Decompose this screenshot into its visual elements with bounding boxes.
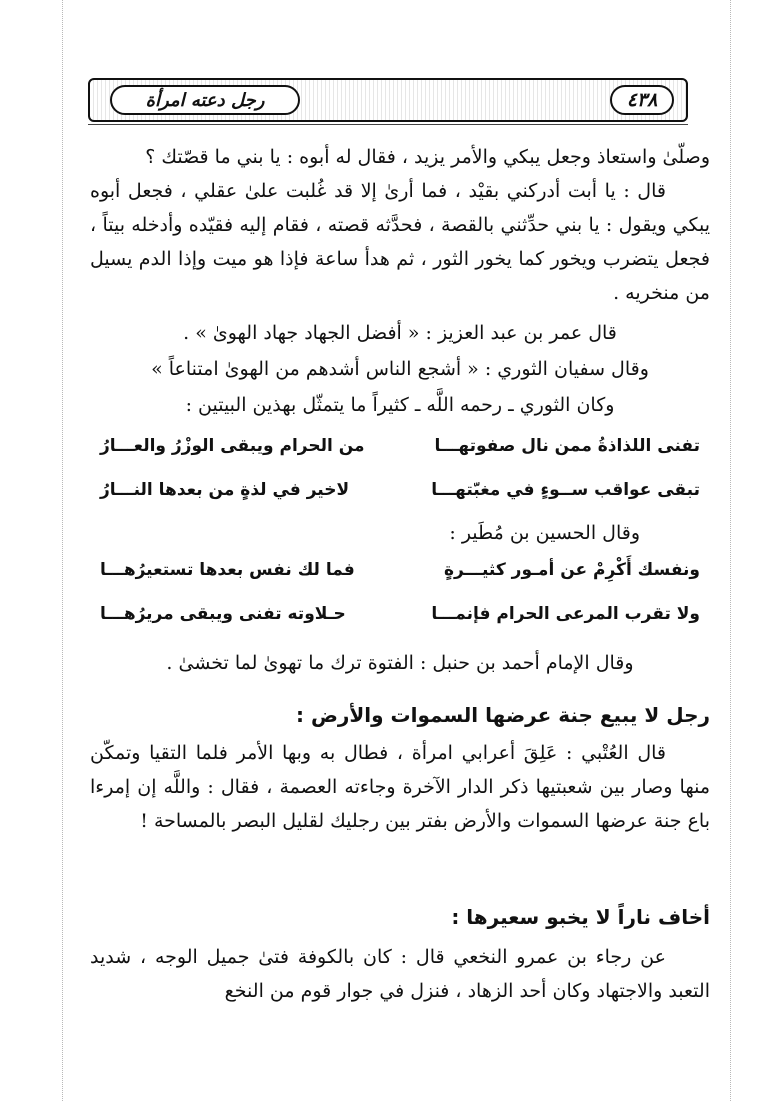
page-header xyxy=(88,78,688,122)
paragraph-9: عن رجاء بن عمرو النخعي قال : كان بالكوفة فتىٰ جميل الوجه ، شديد التعبد والاجتهاد وكان أحد الزهاد ، فنزل في جوار قوم من النخع xyxy=(90,946,710,1002)
page-border-dots-right xyxy=(730,0,731,1101)
verse-1-first-hemistich: تفنى اللذاذةُ ممن نال صفوتهـــا xyxy=(434,436,700,456)
paragraph-4: وقال سفيان الثوري : « أشجع الناس أشدهم من الهوىٰ امتناعاً » xyxy=(151,358,649,380)
verse-4-second-hemistich: حـلاوته تفنى ويبقى مريرُهـــا xyxy=(100,604,346,624)
verse-3-second-hemistich: فما لك نفس بعدها تستعيرُهـــا xyxy=(100,560,355,580)
header-rule xyxy=(88,124,688,125)
paragraph-8: قال العُتْبي : عَلِقَ أعرابي امرأة ، فطال به وبها الأمر فلما التقيا وتمكّن منها وصار بين شعبتيها ذكر الدار الآخرة وجاءته العصمة ، فقال : واللَّه إن إمرءا باع جنة عرضها السموات والأرض بفتر بين رجليك لقليل البصر بالمساحة ! xyxy=(90,742,710,832)
verse-1 xyxy=(100,430,700,466)
paragraph-1: وصلّىٰ واستعاذ وجعل يبكي والأمر يزيد ، فقال له أبوه : يا بني ما قصّتك ؟ xyxy=(145,146,710,168)
verse-3 xyxy=(100,554,700,590)
paragraph-2: قال : يا أبت أدركني بقيْد ، فما أرىٰ إلا قد غُلبت علىٰ عقلي ، فجعل أبوه يبكي ويقول : يا بني حدِّثني بالقصة ، فحدَّثه قصته ، فقام إليه فقيّده وأدخله بيتاً ، فجعل يتضرب ويخور كما يخور الثور ، ثم هدأ ساعة فإذا هو ميت وإذا الدم يسيل من منخريه . xyxy=(90,180,710,304)
verse-2-second-hemistich: لاخير في لذةٍ من بعدها النـــارُ xyxy=(100,480,350,500)
verse-3-first-hemistich: ونفسك أَكْرِمْ عن أمـور كثيـــرةٍ xyxy=(443,560,700,580)
paragraph-3: قال عمر بن عبد العزيز : « أفضل الجهاد جهاد الهوىٰ » . xyxy=(183,322,617,344)
running-title: رجل دعته امرأة xyxy=(110,85,300,115)
section-heading-2: أخاف ناراً لا يخبو سعيرها : xyxy=(451,905,710,929)
verse-4 xyxy=(100,598,700,634)
verse-2 xyxy=(100,474,700,510)
verse-2-first-hemistich: تبقى عواقب ســوءٍ في مغبّتهـــا xyxy=(431,480,700,500)
verse-1-second-hemistich: من الحرام ويبقى الوزْرُ والعـــارُ xyxy=(100,436,365,456)
paragraph-6: وقال الحسين بن مُطَير : xyxy=(449,522,640,544)
paragraph-7: وقال الإمام أحمد بن حنبل : الفتوة ترك ما تهوىٰ لما تخشىٰ . xyxy=(166,652,634,674)
page-number: ٤٣٨ xyxy=(610,85,674,115)
section-heading-1: رجل لا يبيع جنة عرضها السموات والأرض : xyxy=(296,703,710,727)
page-border-dots-left xyxy=(62,0,63,1101)
paragraph-5: وكان الثوري ـ رحمه اللَّه ـ كثيراً ما يتمثّل بهذين البيتين : xyxy=(185,394,615,416)
verse-4-first-hemistich: ولا تقرب المرعى الحرام فإنمـــا xyxy=(431,604,700,624)
